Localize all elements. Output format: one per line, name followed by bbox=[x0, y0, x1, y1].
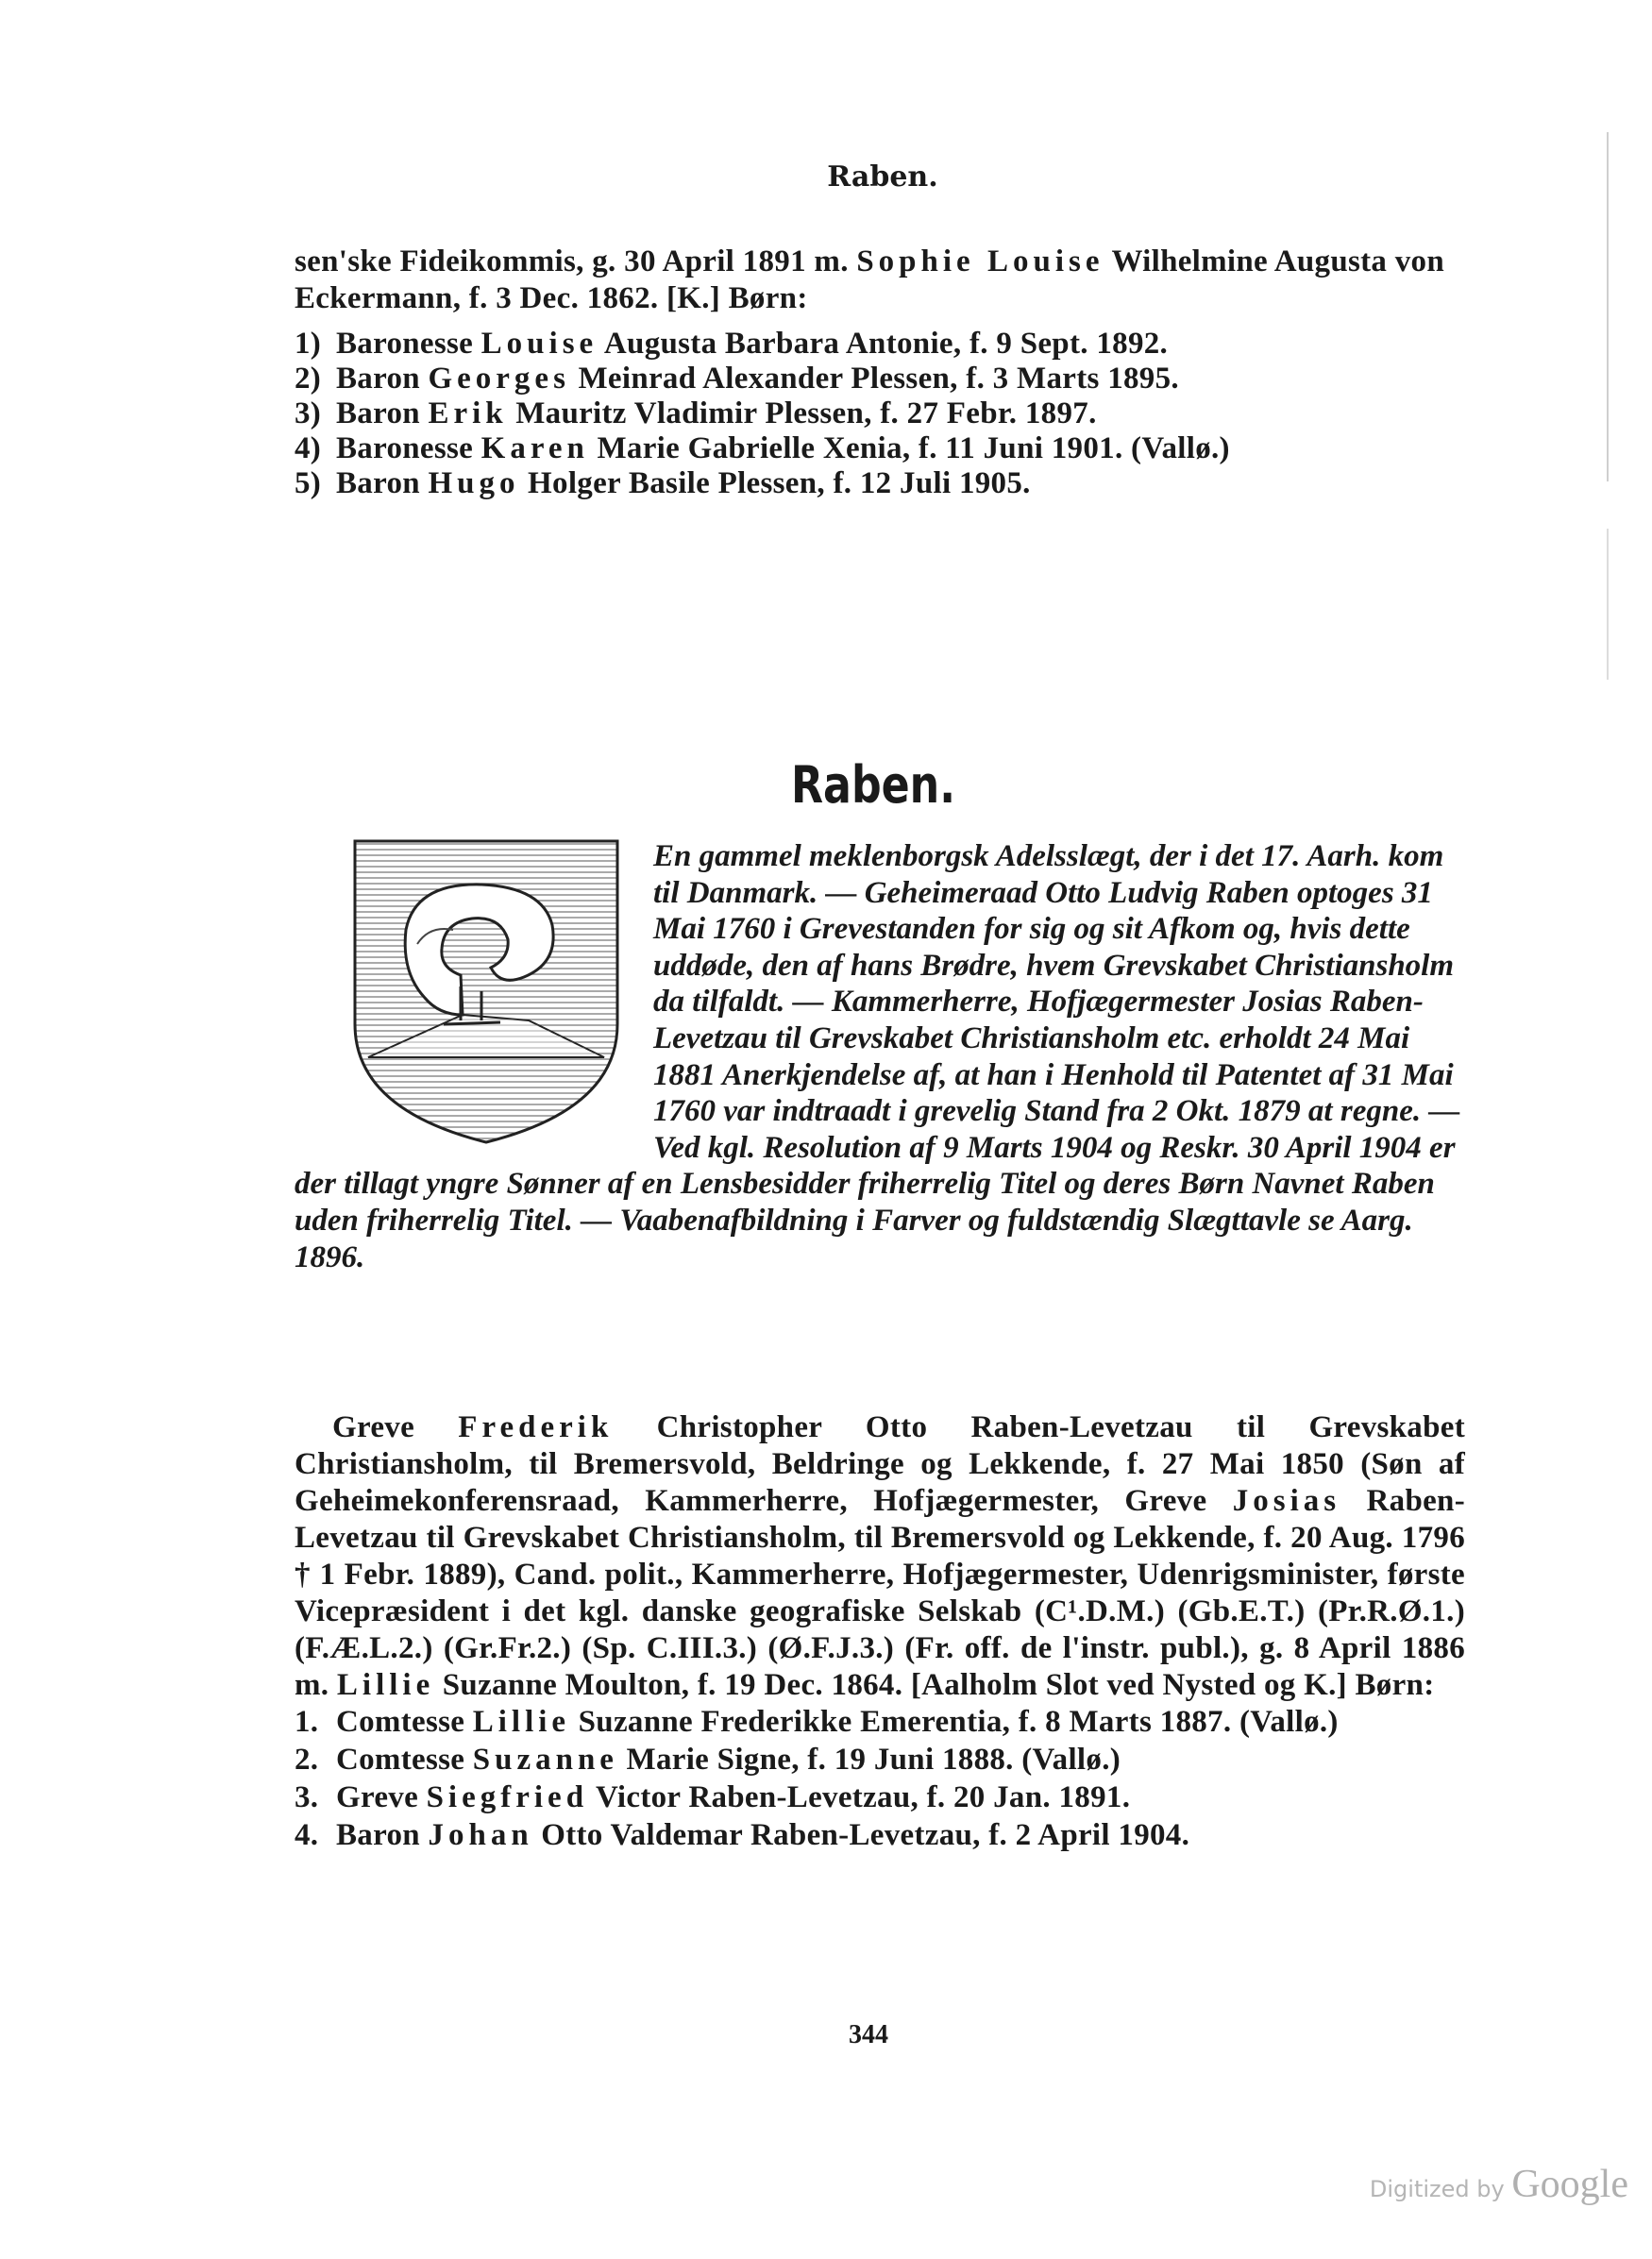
text-run: Baron bbox=[336, 466, 429, 500]
text-run: Greve bbox=[336, 1780, 427, 1814]
text-run: Suzanne Moulton, f. 19 Dec. 1864. [Aalholm Slot ved Nysted og K.] Børn: bbox=[434, 1668, 1435, 1702]
main-entry-paragraph bbox=[295, 1409, 1465, 1704]
spaced-name: Frederik bbox=[458, 1410, 614, 1444]
text-run: Baron bbox=[336, 396, 429, 430]
text-run: Wilhelmine Augusta von Eckermann, f. 3 Dec. 1862. [K.] Børn: bbox=[295, 244, 1445, 315]
digitized-watermark bbox=[1326, 2162, 1628, 2207]
child-entry bbox=[295, 431, 1465, 466]
family-introduction bbox=[295, 838, 1465, 1275]
text-run: Augusta Barbara Antonie, f. 9 Sept. 1892. bbox=[598, 327, 1169, 361]
child-entry bbox=[295, 396, 1465, 431]
child-number: 3) bbox=[295, 396, 322, 430]
child-entry bbox=[295, 466, 1465, 501]
text-run: Victor Raben-Levetzau, f. 20 Jan. 1891. bbox=[588, 1780, 1131, 1814]
page-number: 344 bbox=[849, 2020, 888, 2049]
continuation-lead-in bbox=[295, 244, 1465, 317]
child-number: 2) bbox=[295, 362, 322, 396]
text-run: Holger Basile Plessen, f. 12 Juli 1905. bbox=[519, 466, 1031, 500]
text-run: Baron bbox=[336, 1818, 429, 1852]
text-run: Otto Valdemar Raben-Levetzau, f. 2 April 1904. bbox=[532, 1818, 1190, 1852]
page-edge bbox=[1607, 132, 1609, 481]
text-run: Baronesse bbox=[336, 431, 481, 465]
spaced-name: Karen bbox=[480, 431, 589, 465]
child-number: 3. bbox=[295, 1780, 319, 1814]
text-run: Greve bbox=[332, 1410, 459, 1444]
text-run: Baronesse bbox=[336, 327, 481, 361]
spaced-name: Siegfried bbox=[426, 1780, 589, 1814]
spaced-name: Lillie bbox=[472, 1705, 571, 1739]
watermark-prefix: Digitized by bbox=[1369, 2176, 1505, 2202]
text-run: Mauritz Vladimir Plessen, f. 27 Febr. 1897. bbox=[507, 396, 1097, 430]
text-run: sen'ske Fideikommis, g. 30 April 1891 m. bbox=[295, 244, 857, 278]
spaced-name: Georges bbox=[428, 362, 570, 396]
child-number: 2. bbox=[295, 1743, 319, 1777]
text-run: Baron bbox=[336, 362, 429, 396]
spaced-name: Suzanne bbox=[472, 1743, 618, 1777]
introduction-text: En gammel meklenborgsk Adelsslægt, der i det 17. Aarh. kom til Danmark. — Geheimeraad Otto Ludvig Raben optoges 31 Mai 1760 i Grevestanden for sig og sit Afkom og, hvis dette uddøde, den af hans Brødre, hvem Grevskabet Christiansholm da tilfaldt. — Kammerherre, Hofjægermester Josias Raben-Levetzau til Grevskabet Christiansholm etc. erholdt 24 Mai 1881 Anerkjendelse af, at han i Henhold til Patentet af 31 Mai 1760 var indtraadt i grevelig Stand fra 2 Okt. 1879 at regne. — Ved kgl. Resolution af 9 Marts 1904 og Reskr. 30 April 1904 er der tillagt yngre Sønner af en Lensbesidder friherrelig Titel og deres Børn Navnet Raben uden friherrelig Titel. — Vaabenafbildning i Farver og fuldstændig Slægttavle se Aarg. 1896. bbox=[295, 839, 1460, 1274]
text-run: Raben-Levetzau til Grevskabet Christiansholm, til Bremersvold og Lekkende, f. 20 Aug. 1796 † 1 Febr. 1889), Cand. polit., Kammerherre, Hofjægermester, Udenrigsminister, første Vicepræsident i det kgl. danske geografiske Selskab (C¹.D.M.) (Gb.E.T.) (Pr.R.Ø.1.) (F.Æ.L.2.) (Gr.Fr.2.) (Sp. C.III.3.) (Ø.F.J.3.) (Fr. off. de l'instr. publ.), g. 8 April 1886 m. bbox=[295, 1484, 1465, 1702]
main-entry-children-list bbox=[295, 1704, 1465, 1853]
child-number: 4) bbox=[295, 431, 322, 465]
google-logo: Google bbox=[1511, 2163, 1628, 2206]
spaced-name: Johan bbox=[428, 1818, 533, 1852]
spaced-name: Hugo bbox=[428, 466, 520, 500]
page-edge bbox=[1607, 529, 1609, 680]
text-run: Christopher Otto Raben-Levetzau til Grevskabet Christiansholm, til Bremersvold, Beldringe og Lekkende, f. 27 Mai 1850 (Søn af Geheimekonferensraad, Kammerherre, Hofjægermester, Greve bbox=[295, 1410, 1465, 1518]
spaced-name: Sophie Louise bbox=[856, 244, 1104, 278]
child-entry bbox=[295, 327, 1465, 362]
main-entry bbox=[295, 1409, 1465, 1855]
child-number: 1) bbox=[295, 327, 322, 361]
text-run: Meinrad Alexander Plessen, f. 3 Marts 1895. bbox=[569, 362, 1179, 396]
child-number: 1. bbox=[295, 1705, 319, 1739]
spaced-name: Erik bbox=[428, 396, 508, 430]
text-run: Suzanne Frederikke Emerentia, f. 8 Marts 1887. (Vallø.) bbox=[570, 1705, 1339, 1739]
text-run: Comtesse bbox=[336, 1705, 473, 1739]
child-number: 4. bbox=[295, 1818, 319, 1852]
spaced-name: Lillie bbox=[336, 1668, 435, 1702]
family-title: Raben. bbox=[790, 755, 956, 815]
continuation-block bbox=[295, 244, 1465, 501]
spaced-name: Louise bbox=[480, 327, 598, 361]
text-run: Comtesse bbox=[336, 1743, 473, 1777]
child-entry bbox=[295, 1704, 1465, 1740]
running-head: Raben. bbox=[827, 160, 938, 194]
child-entry bbox=[295, 1742, 1465, 1778]
spaced-name: Josias bbox=[1232, 1484, 1341, 1518]
child-number: 5) bbox=[295, 466, 322, 500]
child-entry bbox=[295, 362, 1465, 396]
text-run: Marie Gabrielle Xenia, f. 11 Juni 1901. (Vallø.) bbox=[588, 431, 1230, 465]
arms-spacer bbox=[295, 838, 653, 1161]
continuation-children-list bbox=[295, 327, 1465, 501]
child-entry bbox=[295, 1817, 1465, 1853]
text-run: Marie Signe, f. 19 Juni 1888. (Vallø.) bbox=[617, 1743, 1121, 1777]
child-entry bbox=[295, 1779, 1465, 1815]
